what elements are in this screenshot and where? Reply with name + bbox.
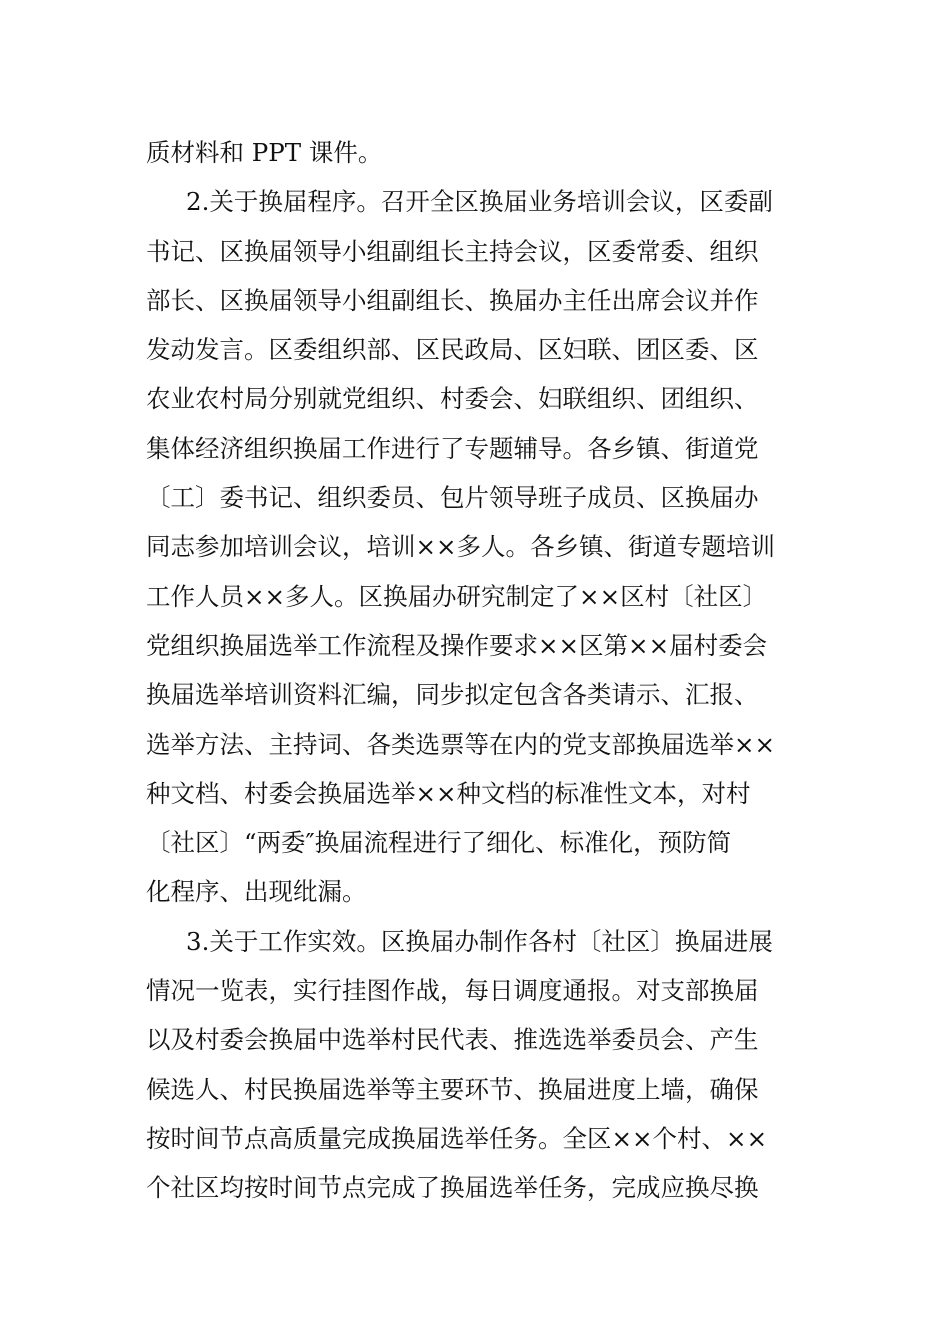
text-line: 农业农村局分别就党组织、村委会、妇联组织、团组织、 — [146, 384, 759, 414]
document-body — [146, 128, 810, 1213]
text-line: 种文档、村委会换届选举××种文档的标准性文本，对村 — [146, 778, 751, 808]
text-line: 化程序、出现纰漏。 — [146, 877, 367, 907]
text-line: 发动发言。区委组织部、区民政局、区妇联、团区委、区 — [146, 335, 759, 365]
text-line: 党组织换届选举工作流程及操作要求××区第××届村委会 — [146, 630, 768, 660]
text-line: 以及村委会换届中选举村民代表、推选选举委员会、产生 — [146, 1025, 759, 1055]
text-line: 换届选举培训资料汇编，同步拟定包含各类请示、汇报、 — [146, 680, 759, 710]
text-line: 3.关于工作实效。区换届办制作各村〔社区〕换届进展 — [186, 926, 773, 956]
text-line: 〔工〕委书记、组织委员、包片领导班子成员、区换届办 — [146, 483, 759, 513]
text-line: 工作人员××多人。区换届办研究制定了××区村〔社区〕 — [146, 581, 768, 611]
text-line: 集体经济组织换届工作进行了专题辅导。各乡镇、街道党 — [146, 433, 759, 463]
text-line: 情况一览表，实行挂图作战，每日调度通报。对支部换届 — [146, 976, 759, 1006]
text-line: 候选人、村民换届选举等主要环节、换届进度上墙，确保 — [146, 1074, 759, 1104]
text-line: 质材料和 PPT 课件。 — [146, 138, 383, 167]
text-line: 2.关于换届程序。召开全区换届业务培训会议，区委副 — [186, 187, 773, 217]
text-line: 按时间节点高质量完成换届选举任务。全区××个村、×× — [146, 1123, 768, 1153]
paragraph-1 — [146, 128, 810, 177]
text-line: 同志参加培训会议，培训××多人。各乡镇、街道专题培训 — [146, 532, 776, 562]
paragraph-3 — [146, 917, 810, 1213]
text-line: 部长、区换届领导小组副组长、换届办主任出席会议并作 — [146, 285, 759, 315]
text-line: 〔社区〕“两委″换届流程进行了细化、标准化，预防简 — [146, 828, 732, 858]
text-line: 书记、区换届领导小组副组长主持会议，区委常委、组织 — [146, 236, 759, 266]
text-line: 选举方法、主持词、各类选票等在内的党支部换届选举×× — [146, 729, 776, 759]
text-line: 个社区均按时间节点完成了换届选举任务，完成应换尽换 — [146, 1173, 759, 1203]
paragraph-2 — [146, 177, 810, 916]
